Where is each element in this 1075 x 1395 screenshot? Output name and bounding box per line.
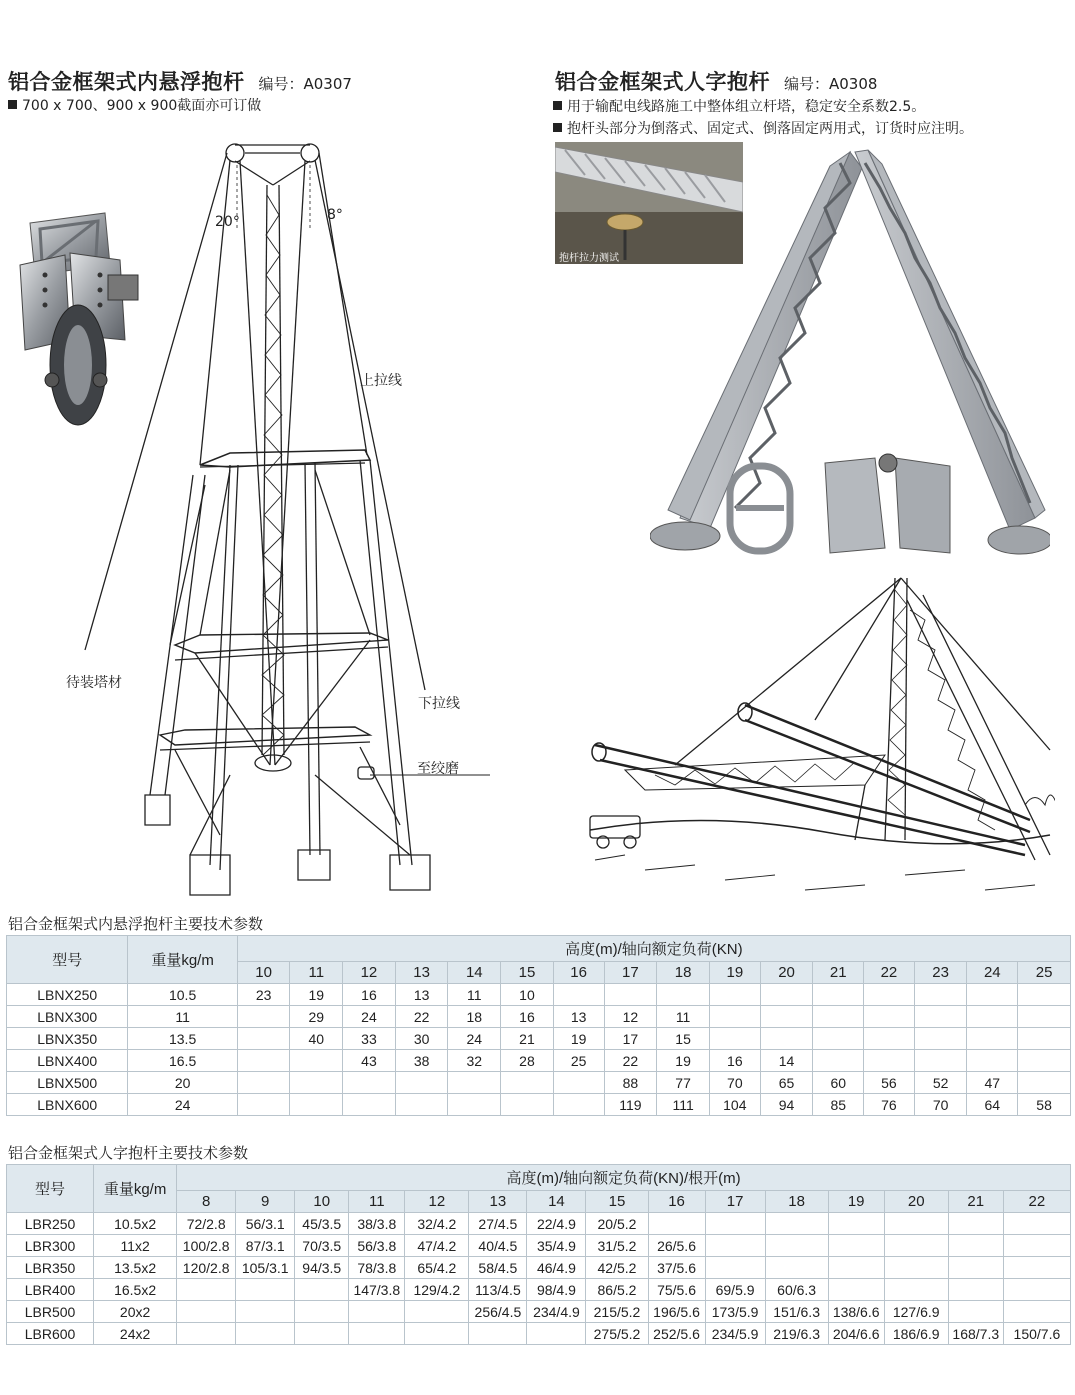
load-cell: 60/6.3	[765, 1279, 828, 1301]
load-cell: 45/3.5	[295, 1213, 349, 1235]
table-row	[7, 1323, 1071, 1345]
load-cell	[177, 1301, 236, 1323]
col-header-model: 型号	[7, 936, 128, 984]
left-product-title	[8, 66, 352, 96]
load-cell: 100/2.8	[177, 1235, 236, 1257]
load-cell: 151/6.3	[765, 1301, 828, 1323]
load-cell	[705, 1235, 765, 1257]
load-cell	[967, 1028, 1018, 1050]
load-cell: 78/3.8	[349, 1257, 405, 1279]
load-cell: 31/5.2	[586, 1235, 648, 1257]
table-row	[7, 1257, 1071, 1279]
load-cell: 13	[553, 1006, 604, 1028]
load-cell: 186/6.9	[884, 1323, 948, 1345]
load-cell	[705, 1257, 765, 1279]
load-cell: 75/5.6	[648, 1279, 705, 1301]
load-cell	[864, 1050, 915, 1072]
height-header: 21	[813, 962, 864, 984]
angle-8-label: 8°	[327, 207, 343, 223]
load-cell: 15	[657, 1028, 710, 1050]
load-cell: 23	[237, 984, 290, 1006]
height-header: 17	[604, 962, 657, 984]
height-header: 17	[705, 1191, 765, 1213]
load-cell	[1003, 1213, 1070, 1235]
model-cell: LBR500	[7, 1301, 94, 1323]
left-title-text: 铝合金框架式内悬浮抱杆	[8, 70, 245, 94]
height-header: 18	[765, 1191, 828, 1213]
right-product-note-2	[553, 118, 973, 140]
load-cell: 32	[448, 1050, 501, 1072]
load-cell: 20/5.2	[586, 1213, 648, 1235]
load-cell	[1003, 1301, 1070, 1323]
col-header-group: 高度(m)/轴向额定负荷(KN)/根开(m)	[177, 1165, 1071, 1191]
photo-caption: 抱杆拉力测试	[559, 253, 619, 264]
height-header: 21	[948, 1191, 1003, 1213]
table-row	[7, 1279, 1071, 1301]
table-row	[7, 1050, 1071, 1072]
height-header: 14	[527, 1191, 586, 1213]
load-cell	[236, 1279, 295, 1301]
load-cell: 19	[290, 984, 343, 1006]
load-cell	[1018, 1072, 1071, 1094]
load-cell: 37/5.6	[648, 1257, 705, 1279]
load-cell	[948, 1279, 1003, 1301]
load-cell	[290, 1094, 343, 1116]
height-header: 13	[469, 1191, 527, 1213]
load-cell	[553, 1094, 604, 1116]
load-cell: 215/5.2	[586, 1301, 648, 1323]
load-cell	[967, 1006, 1018, 1028]
table-row	[7, 1235, 1071, 1257]
bullet-square-icon	[8, 100, 17, 109]
height-header: 12	[343, 962, 396, 984]
model-cell: LBR300	[7, 1235, 94, 1257]
load-cell: 14	[760, 1050, 813, 1072]
load-cell: 60	[813, 1072, 864, 1094]
weight-cell: 24x2	[94, 1323, 177, 1345]
load-cell: 64	[967, 1094, 1018, 1116]
load-cell: 17	[604, 1028, 657, 1050]
model-cell: LBR250	[7, 1213, 94, 1235]
load-cell: 52	[914, 1072, 967, 1094]
weight-cell: 11	[128, 1006, 237, 1028]
height-header: 20	[884, 1191, 948, 1213]
load-cell: 76	[864, 1094, 915, 1116]
load-cell	[948, 1235, 1003, 1257]
load-cell: 56/3.1	[236, 1213, 295, 1235]
load-cell: 16	[709, 1050, 760, 1072]
load-cell	[864, 984, 915, 1006]
load-cell	[648, 1213, 705, 1235]
load-cell	[604, 984, 657, 1006]
load-cell	[1018, 1006, 1071, 1028]
load-cell	[349, 1301, 405, 1323]
load-cell: 35/4.9	[527, 1235, 586, 1257]
height-header: 19	[709, 962, 760, 984]
height-header: 19	[828, 1191, 884, 1213]
upper-guy-label: 上拉线	[360, 373, 402, 389]
load-cell	[527, 1323, 586, 1345]
load-cell: 29	[290, 1006, 343, 1028]
load-cell: 33	[343, 1028, 396, 1050]
load-cell	[237, 1050, 290, 1072]
load-cell: 47/4.2	[405, 1235, 469, 1257]
load-cell	[765, 1257, 828, 1279]
col-header-group: 高度(m)/轴向额定负荷(KN)	[237, 936, 1070, 962]
load-cell	[705, 1213, 765, 1235]
load-cell: 85	[813, 1094, 864, 1116]
load-cell: 72/2.8	[177, 1213, 236, 1235]
model-cell: LBNX500	[7, 1072, 128, 1094]
a-frame-pole-photo	[650, 148, 1050, 560]
model-cell: LBNX600	[7, 1094, 128, 1116]
load-cell	[295, 1279, 349, 1301]
load-cell: 127/6.9	[884, 1301, 948, 1323]
right-note-text-2: 抱杆头部分为倒落式、固定式、倒落固定两用式，订货时应注明。	[567, 121, 973, 137]
load-cell: 24	[343, 1006, 396, 1028]
load-cell	[501, 1072, 554, 1094]
height-header: 24	[967, 962, 1018, 984]
load-cell: 113/4.5	[469, 1279, 527, 1301]
load-cell	[395, 1072, 448, 1094]
load-cell	[914, 1028, 967, 1050]
load-cell	[295, 1301, 349, 1323]
load-cell: 47	[967, 1072, 1018, 1094]
load-cell	[709, 1028, 760, 1050]
load-cell: 173/5.9	[705, 1301, 765, 1323]
height-header: 10	[237, 962, 290, 984]
load-cell	[948, 1213, 1003, 1235]
model-cell: LBR600	[7, 1323, 94, 1345]
load-cell: 26/5.6	[648, 1235, 705, 1257]
load-cell	[828, 1257, 884, 1279]
load-cell	[343, 1072, 396, 1094]
load-cell: 252/5.6	[648, 1323, 705, 1345]
load-cell: 56	[864, 1072, 915, 1094]
load-cell	[813, 1028, 864, 1050]
table-row	[7, 1028, 1071, 1050]
right-note-text-1: 用于输配电线路施工中整体组立杆塔，稳定安全系数2.5。	[567, 99, 926, 115]
model-cell: LBNX250	[7, 984, 128, 1006]
right-title-text: 铝合金框架式人字抱杆	[555, 70, 770, 94]
load-cell: 150/7.6	[1003, 1323, 1070, 1345]
suspended-gin-pole-drawing	[70, 135, 510, 900]
height-header: 18	[657, 962, 710, 984]
load-cell	[828, 1213, 884, 1235]
model-cell: LBR400	[7, 1279, 94, 1301]
load-cell	[469, 1323, 527, 1345]
load-cell: 204/6.6	[828, 1323, 884, 1345]
load-cell	[765, 1235, 828, 1257]
load-cell	[448, 1072, 501, 1094]
height-header: 10	[295, 1191, 349, 1213]
load-cell	[237, 1028, 290, 1050]
load-cell	[1003, 1235, 1070, 1257]
load-cell	[765, 1213, 828, 1235]
load-cell: 138/6.6	[828, 1301, 884, 1323]
load-cell: 56/3.8	[349, 1235, 405, 1257]
load-cell: 58	[1018, 1094, 1071, 1116]
load-cell: 42/5.2	[586, 1257, 648, 1279]
height-header: 13	[395, 962, 448, 984]
load-cell: 16	[343, 984, 396, 1006]
gin-pole-spec-table	[6, 935, 1071, 1116]
load-cell: 275/5.2	[586, 1323, 648, 1345]
load-cell: 70	[709, 1072, 760, 1094]
load-cell	[967, 1050, 1018, 1072]
load-cell: 19	[553, 1028, 604, 1050]
table-row	[7, 1072, 1071, 1094]
load-cell: 40/4.5	[469, 1235, 527, 1257]
load-cell: 11	[657, 1006, 710, 1028]
load-cell	[709, 984, 760, 1006]
load-cell: 256/4.5	[469, 1301, 527, 1323]
load-cell: 86/5.2	[586, 1279, 648, 1301]
model-cell: LBNX300	[7, 1006, 128, 1028]
load-cell	[1018, 984, 1071, 1006]
col-header-weight: 重量kg/m	[128, 936, 237, 984]
load-cell: 111	[657, 1094, 710, 1116]
model-cell: LBR350	[7, 1257, 94, 1279]
a-frame-spec-table	[6, 1164, 1071, 1345]
load-cell	[813, 984, 864, 1006]
height-header: 22	[1003, 1191, 1070, 1213]
load-cell: 98/4.9	[527, 1279, 586, 1301]
load-cell: 12	[604, 1006, 657, 1028]
load-cell	[177, 1323, 236, 1345]
load-cell	[501, 1094, 554, 1116]
right-product-title	[555, 66, 877, 96]
right-product-note-1	[553, 96, 925, 118]
load-cell	[760, 1006, 813, 1028]
load-cell	[236, 1323, 295, 1345]
load-cell	[290, 1050, 343, 1072]
col-header-weight: 重量kg/m	[94, 1165, 177, 1213]
load-cell: 147/3.8	[349, 1279, 405, 1301]
load-cell: 77	[657, 1072, 710, 1094]
left-note-text: 700 x 700、900 x 900截面亦可订做	[22, 98, 262, 114]
load-cell	[884, 1235, 948, 1257]
load-cell	[914, 1006, 967, 1028]
load-cell: 196/5.6	[648, 1301, 705, 1323]
load-cell: 38/3.8	[349, 1213, 405, 1235]
load-cell: 129/4.2	[405, 1279, 469, 1301]
load-cell	[813, 1006, 864, 1028]
load-cell: 168/7.3	[948, 1323, 1003, 1345]
load-cell: 38	[395, 1050, 448, 1072]
load-cell: 22/4.9	[527, 1213, 586, 1235]
load-cell	[448, 1094, 501, 1116]
table2-caption: 铝合金框架式人字抱杆主要技术参数	[8, 1144, 249, 1162]
load-cell	[813, 1050, 864, 1072]
right-product-code: 编号：A0308	[784, 75, 878, 93]
height-header: 25	[1018, 962, 1071, 984]
load-cell: 219/6.3	[765, 1323, 828, 1345]
left-product-note	[8, 95, 261, 117]
load-cell: 16	[501, 1006, 554, 1028]
weight-cell: 20x2	[94, 1301, 177, 1323]
load-cell	[884, 1257, 948, 1279]
load-cell: 30	[395, 1028, 448, 1050]
height-header: 15	[501, 962, 554, 984]
tower-erection-sketch	[585, 570, 1055, 910]
load-cell	[343, 1094, 396, 1116]
load-cell	[553, 1072, 604, 1094]
load-cell: 40	[290, 1028, 343, 1050]
load-cell: 234/4.9	[527, 1301, 586, 1323]
load-cell	[1003, 1279, 1070, 1301]
load-cell	[395, 1094, 448, 1116]
load-cell: 58/4.5	[469, 1257, 527, 1279]
weight-cell: 13.5	[128, 1028, 237, 1050]
weight-cell: 13.5x2	[94, 1257, 177, 1279]
load-cell	[760, 1028, 813, 1050]
bullet-square-icon	[553, 101, 562, 110]
load-cell: 43	[343, 1050, 396, 1072]
weight-cell: 16.5x2	[94, 1279, 177, 1301]
load-cell: 13	[395, 984, 448, 1006]
load-cell	[177, 1279, 236, 1301]
load-cell	[914, 984, 967, 1006]
load-cell: 105/3.1	[236, 1257, 295, 1279]
load-cell: 27/4.5	[469, 1213, 527, 1235]
load-cell: 22	[604, 1050, 657, 1072]
weight-cell: 10.5	[128, 984, 237, 1006]
height-header: 23	[914, 962, 967, 984]
load-cell: 120/2.8	[177, 1257, 236, 1279]
height-header: 22	[864, 962, 915, 984]
table-row	[7, 1213, 1071, 1235]
load-cell: 65	[760, 1072, 813, 1094]
load-cell: 46/4.9	[527, 1257, 586, 1279]
left-product-code: 编号：A0307	[258, 75, 352, 93]
height-header: 16	[553, 962, 604, 984]
height-header: 12	[405, 1191, 469, 1213]
load-cell: 19	[657, 1050, 710, 1072]
load-cell: 10	[501, 984, 554, 1006]
load-cell: 69/5.9	[705, 1279, 765, 1301]
load-cell	[864, 1006, 915, 1028]
height-header: 14	[448, 962, 501, 984]
load-cell	[405, 1323, 469, 1345]
weight-cell: 24	[128, 1094, 237, 1116]
load-cell: 21	[501, 1028, 554, 1050]
lower-guy-label: 下拉线	[418, 696, 460, 712]
height-header: 11	[290, 962, 343, 984]
load-cell	[657, 984, 710, 1006]
load-cell: 28	[501, 1050, 554, 1072]
load-cell	[760, 984, 813, 1006]
load-cell	[967, 984, 1018, 1006]
height-header: 15	[586, 1191, 648, 1213]
weight-cell: 11x2	[94, 1235, 177, 1257]
load-cell: 65/4.2	[405, 1257, 469, 1279]
load-cell	[553, 984, 604, 1006]
model-cell: LBNX350	[7, 1028, 128, 1050]
load-cell	[349, 1323, 405, 1345]
load-cell: 25	[553, 1050, 604, 1072]
table-row	[7, 984, 1071, 1006]
height-header: 8	[177, 1191, 236, 1213]
load-cell: 18	[448, 1006, 501, 1028]
load-cell	[914, 1050, 967, 1072]
load-cell: 70	[914, 1094, 967, 1116]
load-cell: 88	[604, 1072, 657, 1094]
load-cell	[884, 1213, 948, 1235]
load-cell: 119	[604, 1094, 657, 1116]
height-header: 20	[760, 962, 813, 984]
load-cell	[405, 1301, 469, 1323]
load-cell: 32/4.2	[405, 1213, 469, 1235]
height-header: 11	[349, 1191, 405, 1213]
load-cell: 22	[395, 1006, 448, 1028]
to-winch-label: 至绞磨	[417, 761, 459, 777]
load-cell: 87/3.1	[236, 1235, 295, 1257]
load-cell	[1018, 1028, 1071, 1050]
col-header-model: 型号	[7, 1165, 94, 1213]
load-cell	[864, 1028, 915, 1050]
load-cell	[290, 1072, 343, 1094]
load-cell	[236, 1301, 295, 1323]
load-cell: 94	[760, 1094, 813, 1116]
load-cell	[948, 1301, 1003, 1323]
table-row	[7, 1006, 1071, 1028]
load-cell	[237, 1094, 290, 1116]
model-cell: LBNX400	[7, 1050, 128, 1072]
table-row	[7, 1094, 1071, 1116]
angle-20-label: 20°	[215, 214, 240, 230]
load-cell: 70/3.5	[295, 1235, 349, 1257]
weight-cell: 20	[128, 1072, 237, 1094]
load-cell	[237, 1072, 290, 1094]
load-cell: 104	[709, 1094, 760, 1116]
load-cell: 11	[448, 984, 501, 1006]
height-header: 9	[236, 1191, 295, 1213]
load-cell: 24	[448, 1028, 501, 1050]
weight-cell: 10.5x2	[94, 1213, 177, 1235]
tower-material-label: 待装塔材	[66, 675, 122, 691]
height-header: 16	[648, 1191, 705, 1213]
table1-caption: 铝合金框架式内悬浮抱杆主要技术参数	[8, 915, 264, 933]
load-cell	[295, 1323, 349, 1345]
load-cell	[884, 1279, 948, 1301]
load-cell	[709, 1006, 760, 1028]
load-cell	[1018, 1050, 1071, 1072]
table-row	[7, 1301, 1071, 1323]
bullet-square-icon	[553, 123, 562, 132]
load-cell	[237, 1006, 290, 1028]
weight-cell: 16.5	[128, 1050, 237, 1072]
load-cell	[1003, 1257, 1070, 1279]
load-cell	[828, 1235, 884, 1257]
load-cell	[948, 1257, 1003, 1279]
load-cell: 234/5.9	[705, 1323, 765, 1345]
load-cell	[828, 1279, 884, 1301]
load-cell: 94/3.5	[295, 1257, 349, 1279]
